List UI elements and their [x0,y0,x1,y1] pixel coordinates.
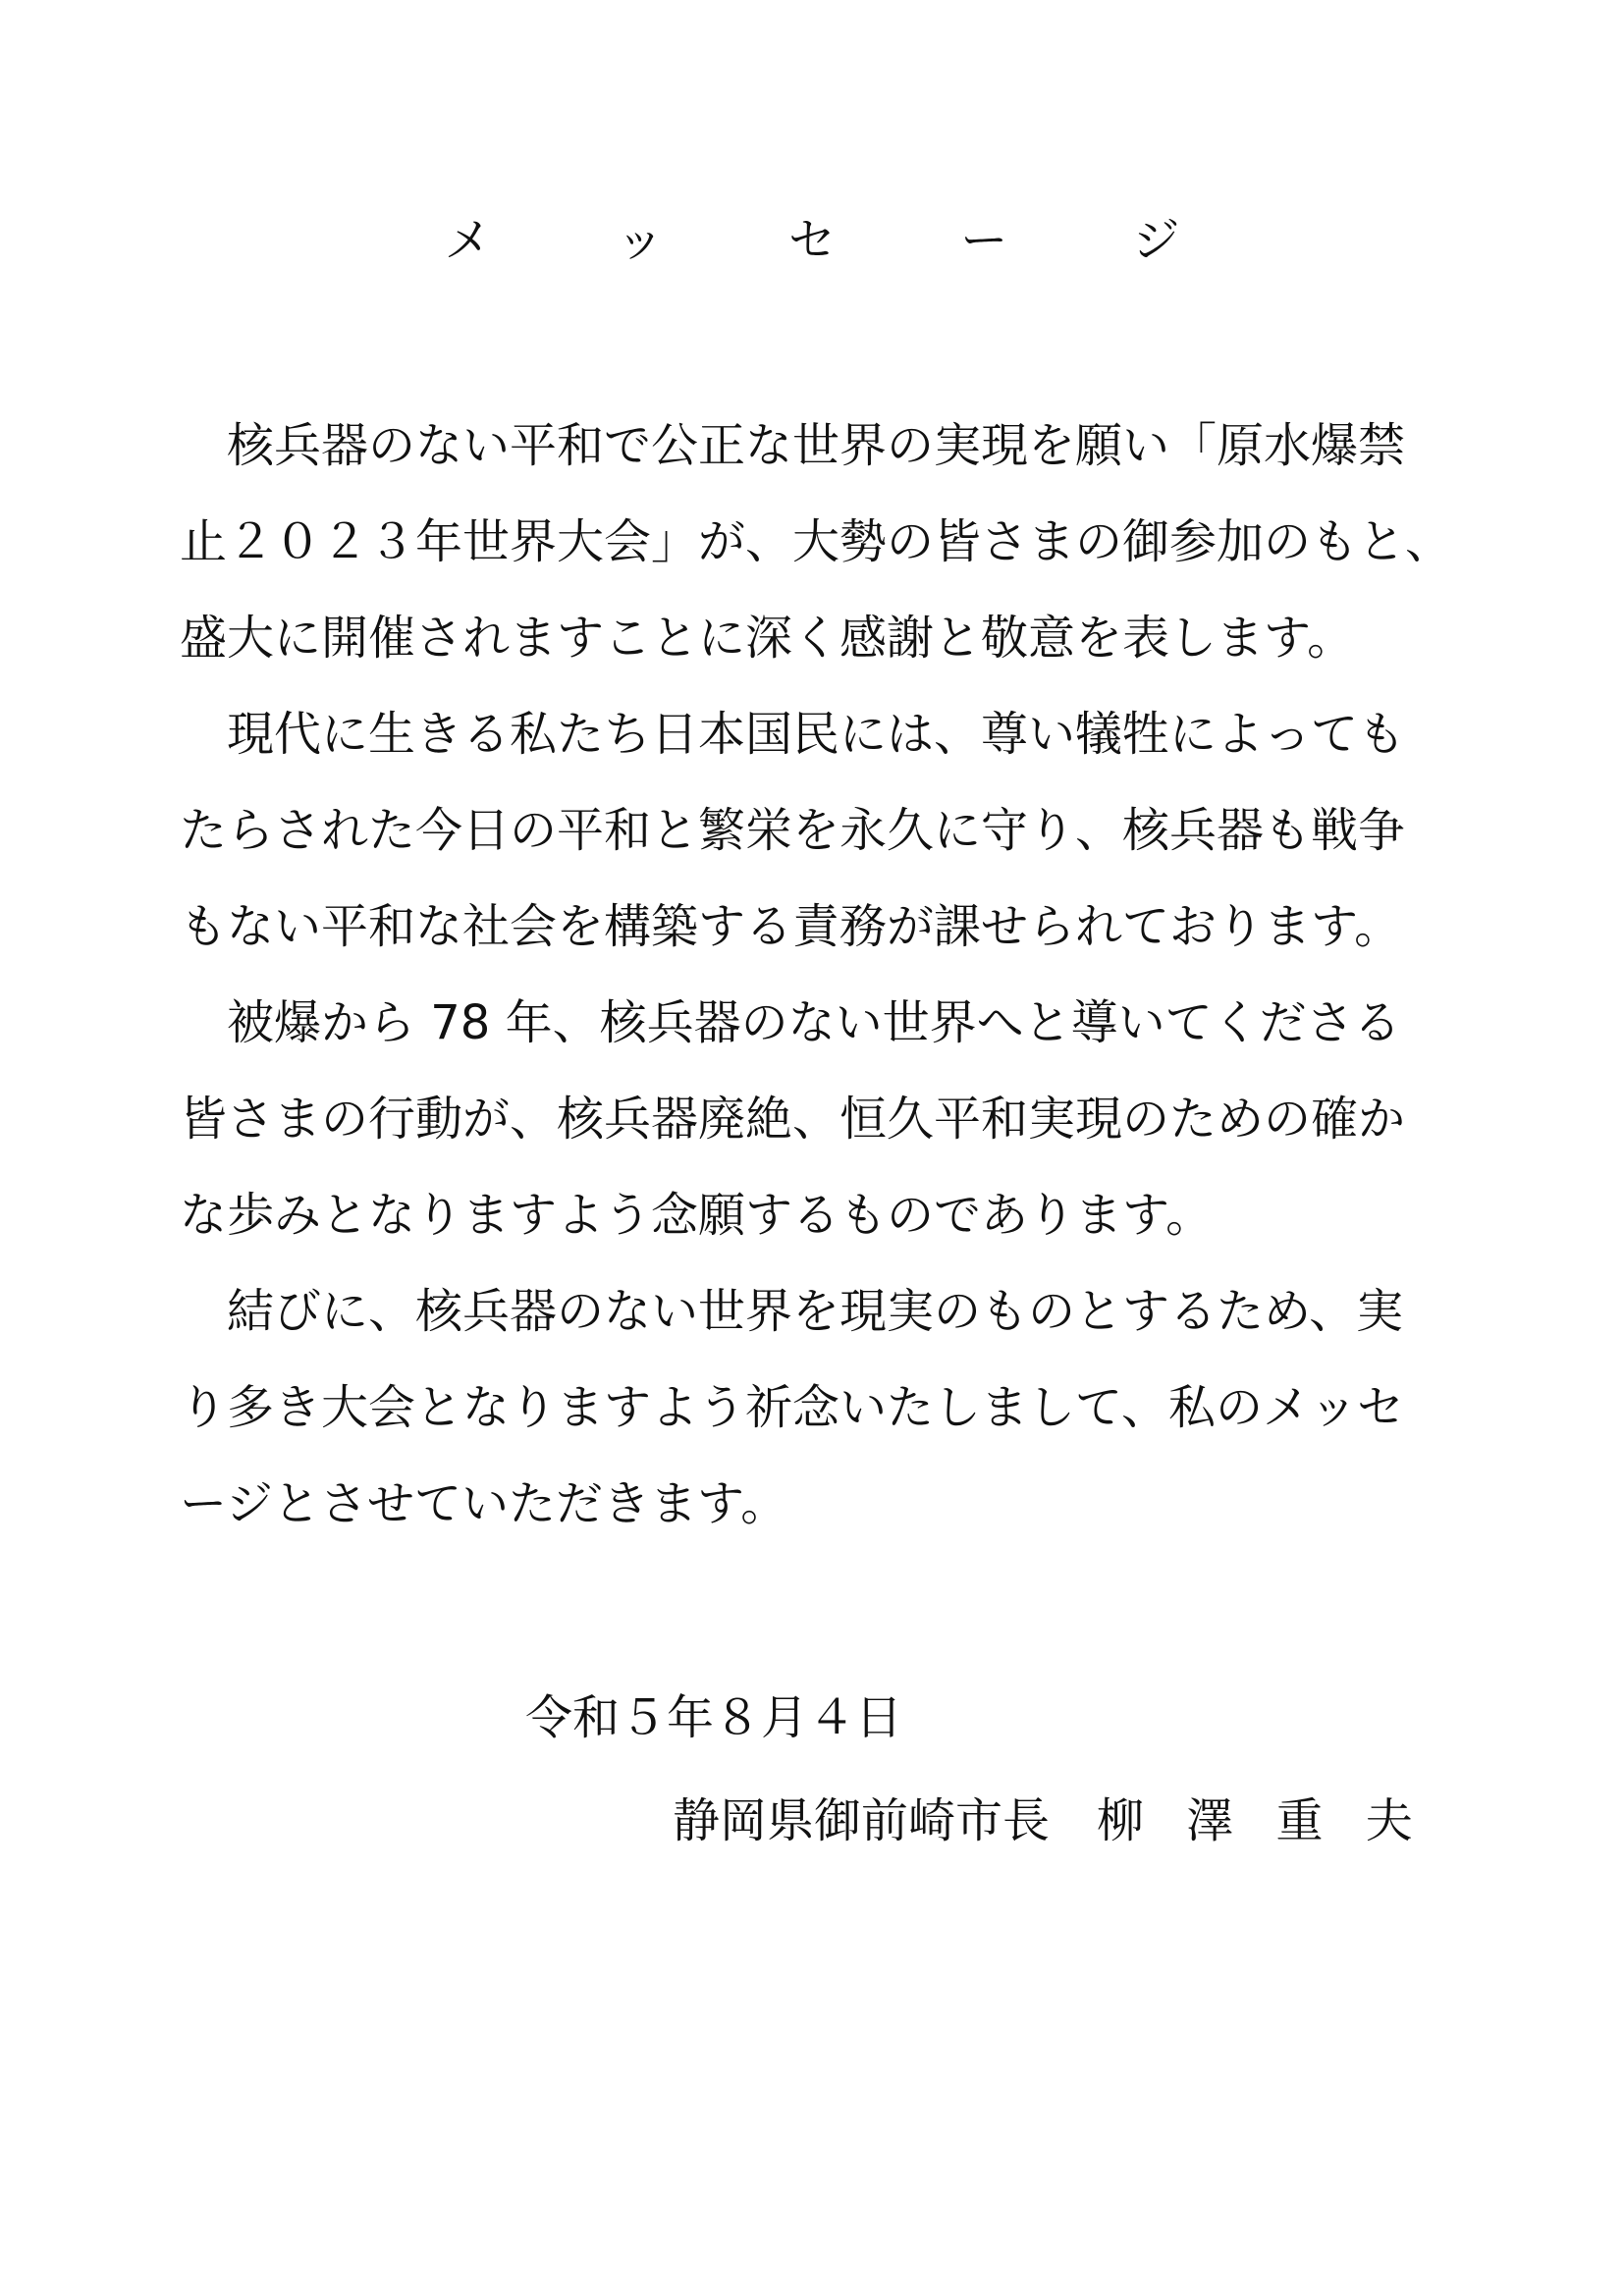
body-line: 皆さまの行動が、核兵器廃絶、恒久平和実現のための確か [180,1092,1406,1147]
message-body [180,398,1456,1552]
body-line: たらされた今日の平和と繁栄を永久に守り、核兵器も戦争 [180,803,1406,858]
signature-block [673,1782,1427,1860]
body-line: もない平和な社会を構築する責務が課せられております。 [180,899,1402,954]
body-line: ージとさせていただきます。 [180,1476,788,1531]
body-line: な歩みとなりますよう念願するものであります。 [180,1188,1214,1243]
body-line: 現代に生きる私たち日本国民には、尊い犠牲によっても [180,707,1406,762]
body-line: 核兵器のない平和で公正な世界の実現を願い「原水爆禁 [180,418,1406,473]
signature-name: 柳 澤 重 夫 [1097,1793,1427,1848]
body-line: 被爆から 78 年、核兵器のない世界へと導いてくださる [180,995,1401,1050]
document-date: 令和５年８月４日 [525,1690,903,1745]
body-line: 止２０２３年世界大会」が、大勢の皆さまの御参加のもと、 [180,514,1453,569]
body-line: 結びに、核兵器のない世界を現実のものとするため、実 [180,1284,1404,1339]
signature-office: 静岡県御前崎市長 [673,1793,1051,1848]
document-title: メ ッ セ ー ジ [444,213,1235,268]
body-line: り多き大会となりますよう祈念いたしまして、私のメッセ [180,1380,1405,1435]
body-line: 盛大に開催されますことに深く感謝と敬意を表します。 [180,611,1355,666]
